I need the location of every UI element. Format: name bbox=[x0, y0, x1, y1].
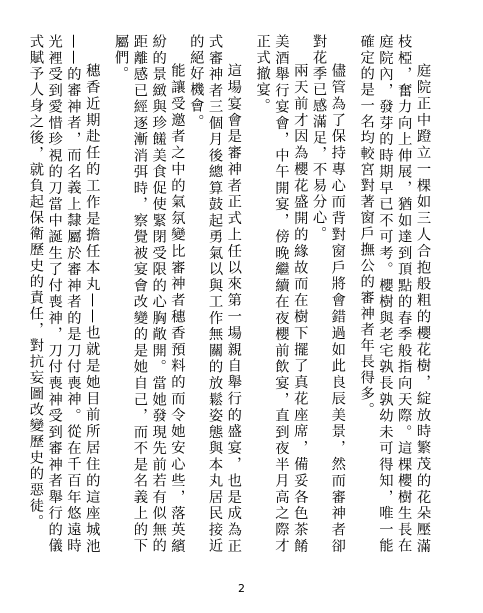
paragraph-5: 能讓受邀者之中的氣氛變比審神者穗香預料的而令她安心些，落英繽紛的景緻與珍饈美食促使緊閉受限的心胸敞開。當她發現先前若有似無的距離感已經逐漸消弭時，察覺被宴會改變的是她自己，而不是名義上的下屬們。 bbox=[113, 34, 186, 554]
body-text bbox=[27, 34, 432, 554]
paragraph-1: 庭院正中蹬立一棵如三人合抱般粗的櫻花樹，綻放時繁茂的花朵壓滿枝椏，奮力向上伸展，猶如達到頂點的春季般指向天際。這棵櫻樹生長在庭院內，發芽的時期早已不可考。櫻樹與老宅孰長孰幼未可得知，唯一能確定的是一名均較宮對著窗戶撫公的審神者年長得多。 bbox=[358, 34, 431, 554]
paragraph-4: 這場宴會是審神者正式上任以來第一場親自舉行的盛宴，也是成為正式審神者三個月後總算鼓起勇氣以與工作無關的放鬆姿態與本丸居民接近的絕好機會。 bbox=[188, 34, 242, 554]
paragraph-2: 儘管為了保持專心而背對窗戶將會錯過如此良辰美景，然而審神者卻對花季已感滿足，不易分心。 bbox=[311, 34, 346, 554]
paragraph-3: 兩天前才因為櫻花盛開的緣故而在樹下擺了真花座席，備妥各色茶餚美酒舉行宴會，中午開宴，傍晚繼續在夜櫻前飲宴，直到夜半月高之際才正式撤宴。 bbox=[254, 34, 309, 554]
paragraph-6: 穗香近期赴任的工作是擔任本丸——也就是她目前所居住的這座城池——的審神者，而名義上隸屬於審神者的是刀付喪神。從在千百年悠遠時光裡受到愛惜珍視的刀當中誕生了付喪神，刀付喪神受到審神者舉行的儀式賦予人身之後，就負起保衛歷史的責任，對抗妄圖改變歷史的惡徒。 bbox=[27, 34, 101, 554]
page-number: 2 bbox=[238, 582, 245, 595]
